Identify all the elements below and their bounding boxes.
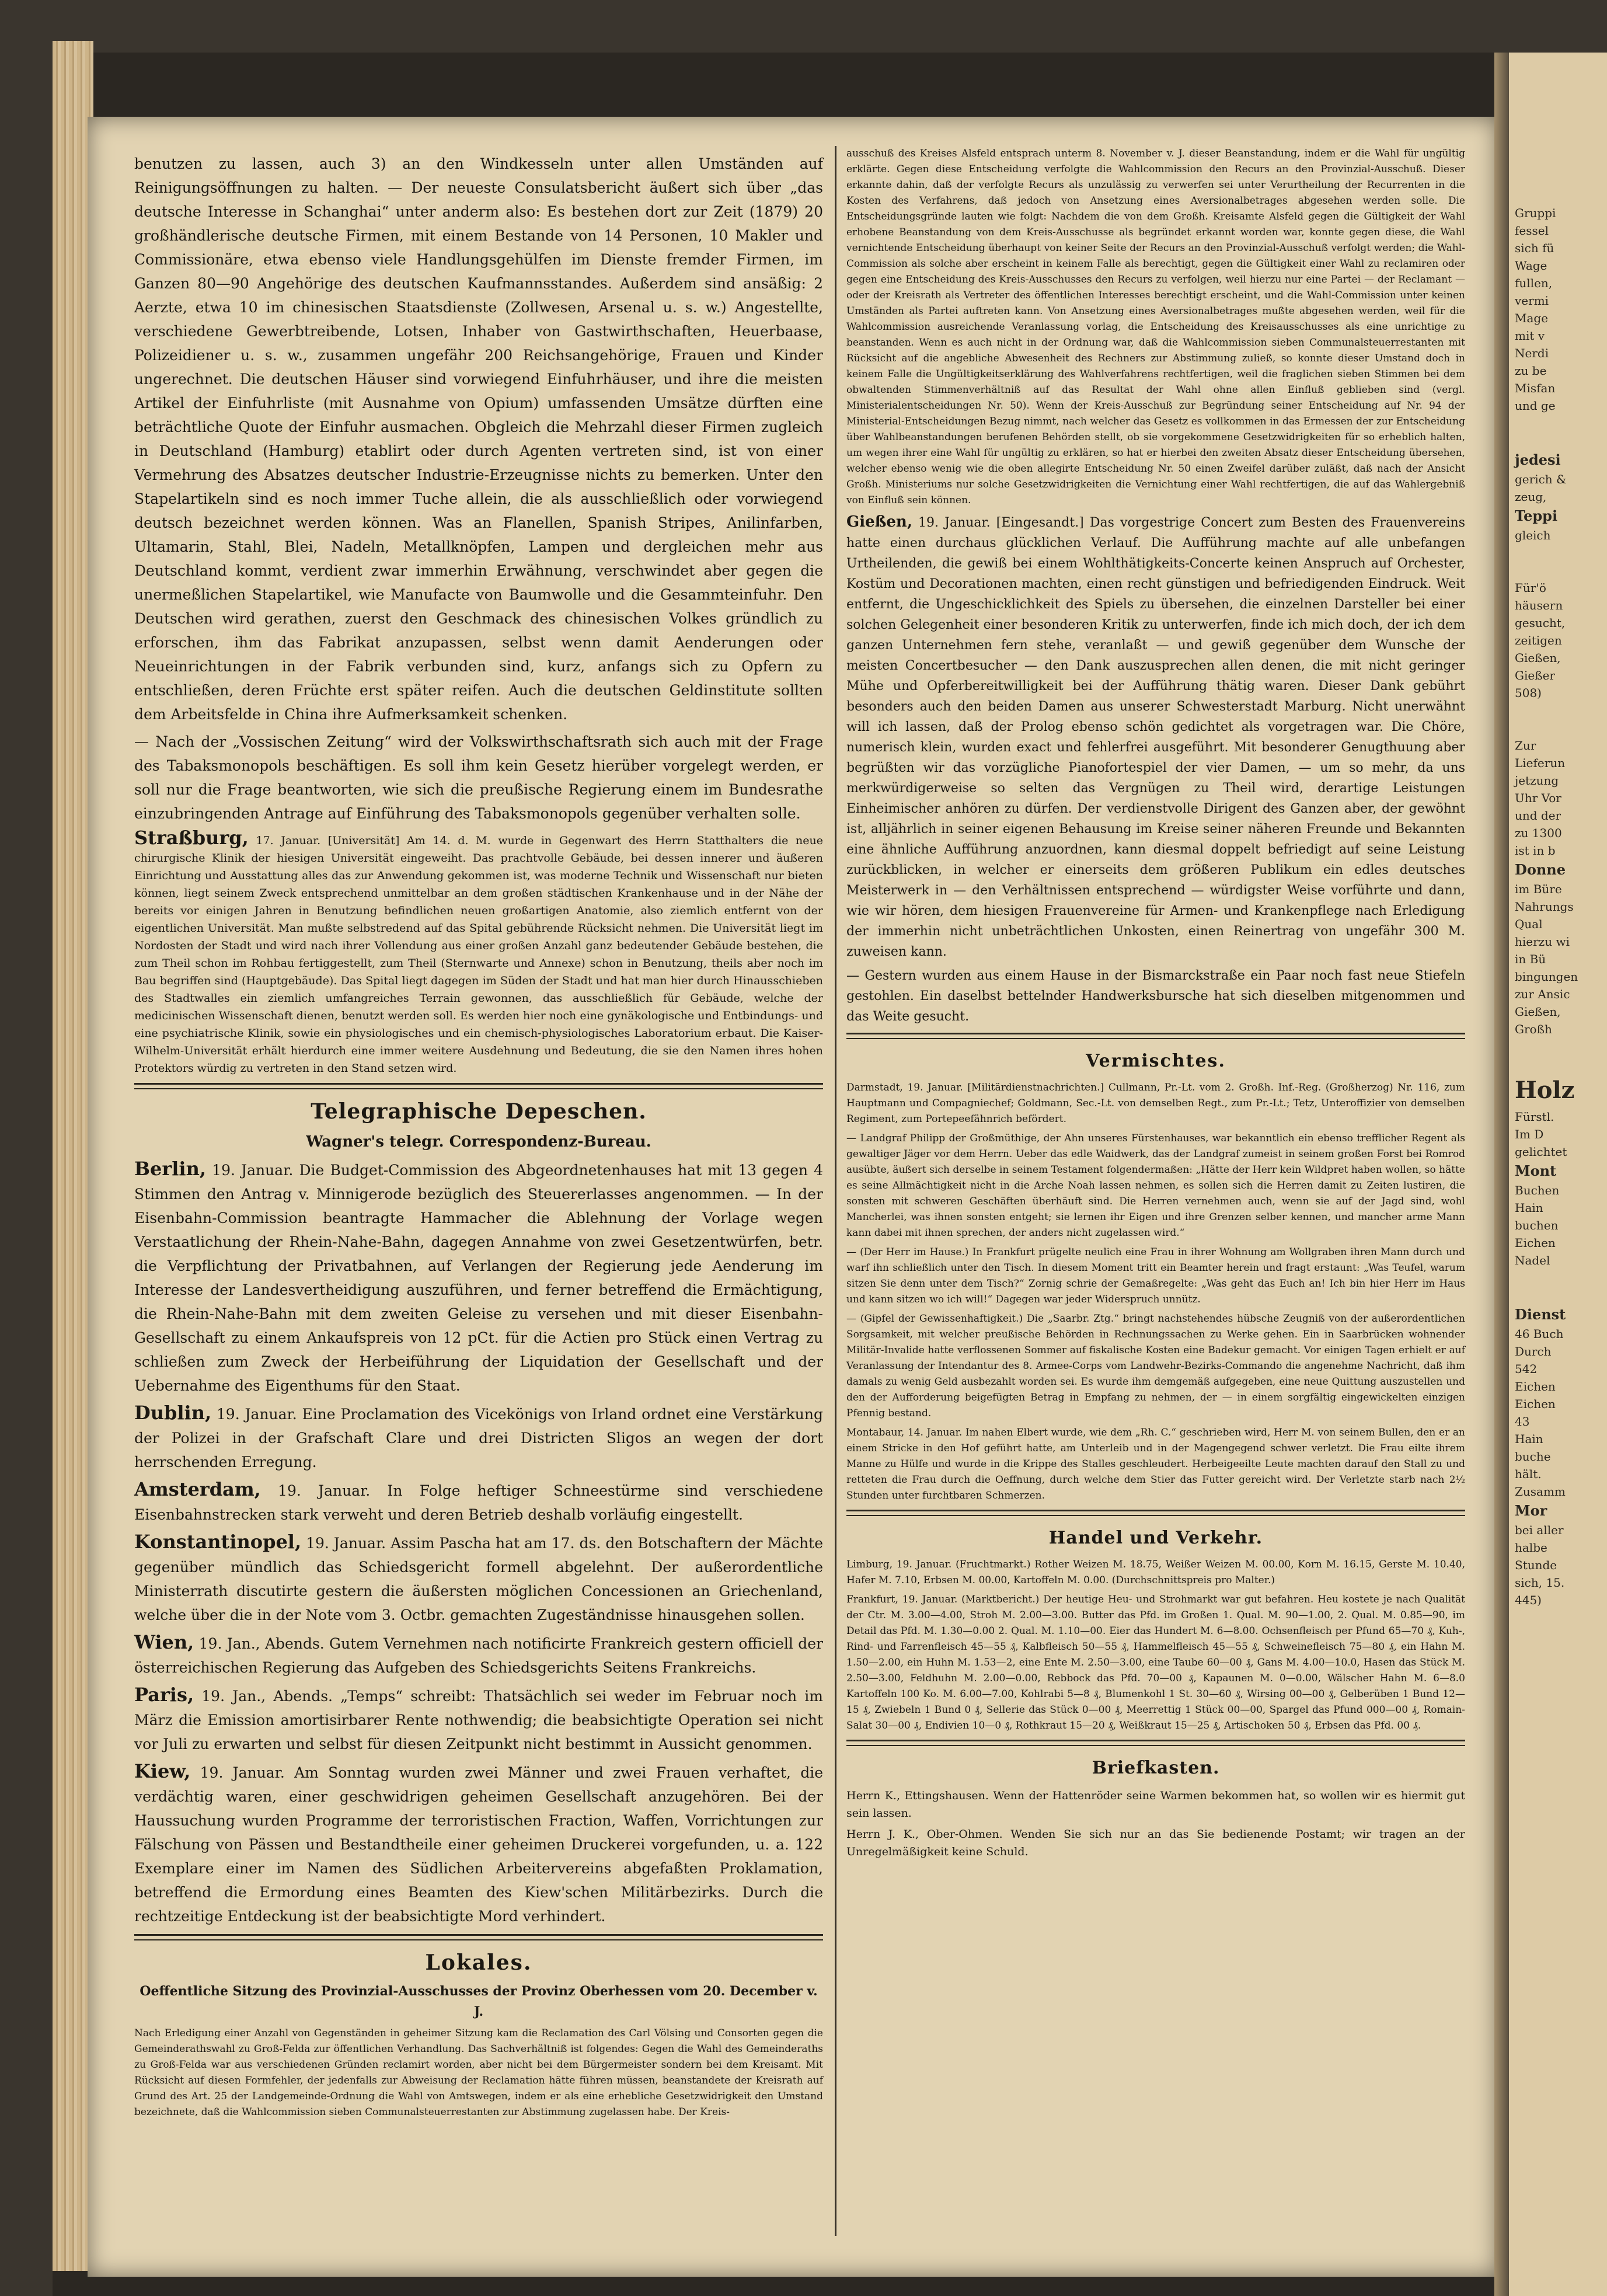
fragment-line: Stunde: [1515, 1558, 1557, 1572]
fragment-line: Eichen: [1515, 1236, 1556, 1250]
fragment-line: gleich: [1515, 528, 1551, 542]
fragment-line: häusern: [1515, 598, 1563, 612]
fragment-line: sich fü: [1515, 241, 1554, 255]
briefkasten-item: Herrn K., Ettingshausen. Wenn der Hattenröder seine Warmen bekommen hat, so wollen wir es hiermit gut sein lassen.: [846, 1789, 1465, 1820]
fragment-line: zeitigen: [1515, 633, 1562, 647]
dispatch-place: Berlin,: [134, 1158, 206, 1180]
shanghai-paragraph: benutzen zu lassen, auch 3) an den Windkesseln unter allen Umständen auf Reinigungsöffnungen zu halten. — Der neueste Consulatsbericht äußert sich über „das deutsche Interesse in Schanghai“ unter anderm also: Es bestehen dort zur Zeit (1879) 20 großhändlerische deutsche Firmen, mit einem Bestande von 14 Personen, 10 Makler und Commissionäre, etwa ebenso viele Handlungsgehülfen im Dienste fremder Firmen, im Ganzen 80—90 Angehörige des deutschen Kaufmannsstandes. Außerdem sind ansäßig: 2 Aerzte, etwa 10 im chinesischen Staatsdienste (Zollwesen, Arsenal u. s. w.) Angestellte, verschiedene Gewerbtreibende, Lotsen, Inhaber von Gastwirthschaften, Heuerbaase, Polizeidiener u. s. w., zusammen ungefähr 200 Reichsangehörige, Frauen und Kinder ungerechnet. Die deutschen Häuser sind vorwiegend Einfuhrhäuser, und ihre die meisten Artikel der Einfuhrliste (mit Ausnahme von Opium) umfassenden Umsätze dürften eine beträchtliche Quote der Einfuhr ausmachen. Obgleich die Mehrzahl dieser Firmen zugleich in Deutschland (Hamburg) etablirt oder durch Agenten vertreten sind, ist von einer Vermehrung des Absatzes deutscher Industrie-Erzeugnisse nichts zu bemerken. Unter den Stapelartikeln sind es noch immer Tuche allein, die als ausschließlich oder vorwiegend deutsch bezeichnet werden können. Was an Flanellen, Spanish Stripes, Anilinfarben, Ultamarin, Stahl, Blei, Nadeln, Metallknöpfen, Lampen und dergleichen mehr aus Deutschland kommt, verdient zwar immerhin Erwähnung, verschwindet aber gegen die unermeßlichen Stapelartikel, wie Manufacte von Baumwolle und die Gesammteinfuhr. Den Deutschen wird gerathen, zuerst den Geschmack des chinesischen Volkes gründlich zu erforschen, ihm das Fabrikat anzupassen, selbst wenn damit Aenderungen oder Neueinrichtungen in der Fabrik verbunden sind, kurz, anfangs sich zu Opfern zu entschließen, deren Früchte erst später reifen. Auch die deutschen Geldinstitute sollten dem Arbeitsfelde in China ihre Aufmerksamkeit schenken.: [134, 155, 823, 723]
dispatch-text: 19. Jan., Abends. „Temps“ schreibt: Thatsächlich sei weder im Februar noch im März die Emission amortisirbarer Rente nothwendig; die beabsichtigte Operation sei nicht vor Juli zu erwarten und selbst für diesen Zeitpunkt nicht bestimmt in Aussicht genommen.: [134, 1688, 823, 1753]
dispatch-text: 19. Januar. In Folge heftiger Schneestürme sind verschiedene Eisenbahnstrecken stark verweht und deren Betrieb deshalb vorläufig eingestellt.: [134, 1482, 823, 1523]
section-rule: [134, 1083, 823, 1089]
dispatch-text: 19. Januar. Eine Proclamation des Vicekönigs von Irland ordnet eine Verstärkung der Polizei in der Grafschaft Clare und drei Districten Sligos an wegen der dort herrschenden Erregung.: [134, 1406, 823, 1471]
fragment-line: Für'ö: [1515, 581, 1546, 595]
handel-item: Limburg, 19. Januar. (Fruchtmarkt.) Rother Weizen M. 18.75, Weißer Weizen M. 00.00, Korn M. 16.15, Gerste M. 10.40, Hafer M. 7.10, Erbsen M. 00.00, Kartoffeln M. 0.00. (Durchschnittspreis pro Malter.): [846, 1559, 1465, 1586]
fragment-line: Mor: [1515, 1502, 1547, 1519]
fragment-line: buchen: [1515, 1218, 1559, 1232]
handel-item: Frankfurt, 19. Januar. (Marktbericht.) Der heutige Heu- und Strohmarkt war gut befahren. Heu kostete je nach Qualität der Ctr. M. 3.00—4.00, Stroh M. 2.00—3.00. Butter das Pfd. im Großen 1. Qual. M. 90—1.00, 2. Qual. M. 0.85—90, im Detail das Pfd. M. 1.30—0.00 2. Qual. M. 1.10—00. Eier das Hundert M. 6—8.00. Ochsenfleisch per Pfund 65—70 ₰, Kuh-, Rind- und Farrenfleisch 45—55 ₰, Kalbfleisch 50—55 ₰, Hammelfleisch 45—55 ₰, Schweinefleisch 75—80 ₰, ein Hahn M. 1.50—2.00, ein Huhn M. 1.53—2, eine Ente M. 2.50—3.00, eine Taube 60—00 ₰, Gans M. 4.00—10.0, Hasen das Stück M. 2.50—3.00, Feldhuhn M. 2.00—0.00, Rebbock das Pfd. 70—00 ₰, Kapaunen M. 0—0.00, Wälscher Hahn M. 6—8.0 Kartoffeln 100 Ko. M. 6.00—7.00, Kohlrabi 5—8 ₰, Blumenkohl 1 St. 30—60 ₰, Wirsing 00—00 ₰, Gelberüben 1 Bund 12—15 ₰, Zwiebeln 1 Bund 0 ₰, Sellerie das Stück 0—00 ₰, Meerrettig 1 Stück 00—00, Spargel das Pfund 000—00 ₰, Romain-Salat 30—00 ₰, Endivien 10—0 ₰, Rothkraut 15—20 ₰, Weißkraut 15—25 ₰, Artischoken 50 ₰, Erbsen das Pfd. 00 ₰.: [846, 1594, 1465, 1731]
fragment-line: jetzung: [1515, 774, 1559, 788]
fragment-line: Holz: [1515, 1076, 1575, 1104]
fragment-line: 43: [1515, 1414, 1530, 1429]
section-rule: [846, 1510, 1465, 1516]
fragment-line: Eichen: [1515, 1379, 1556, 1393]
lokales-heading: Lokales.: [425, 1950, 532, 1975]
fragment-line: 46 Buch: [1515, 1327, 1564, 1341]
fragment-line: Großh: [1515, 1022, 1552, 1036]
fragment-line: Lieferun: [1515, 756, 1566, 770]
fragment-line: zeug,: [1515, 490, 1547, 504]
dispatch-place: Paris,: [134, 1684, 194, 1706]
fragment-line: Nadel: [1515, 1253, 1550, 1267]
fragment-line: Misfan: [1515, 381, 1556, 395]
fragment-line: Mage: [1515, 311, 1549, 325]
fragment-line: jedesi: [1515, 451, 1561, 468]
fragment-line: Nahrungs: [1515, 900, 1574, 914]
fragment-line: gesucht,: [1515, 616, 1566, 630]
briefkasten-item: Herrn J. K., Ober-Ohmen. Wenden Sie sich nur an das Sie bedienende Postamt; wir tragen an der Unregelmäßigkeit keine Schuld.: [846, 1828, 1465, 1858]
dispatch-wien: [134, 1630, 823, 1680]
fragment-line: und ge: [1515, 399, 1556, 413]
fragment-line: ist in b: [1515, 844, 1556, 858]
fragment-line: Teppi: [1515, 507, 1558, 524]
section-rule: [846, 1740, 1465, 1746]
fragment-line: Zur: [1515, 738, 1536, 752]
lokales-text: Nach Erledigung einer Anzahl von Gegenständen in geheimer Sitzung kam die Reclamation des Carl Völsing und Consorten gegen die Gemeinderathswahl zu Groß-Felda zur öffentlichen Verhandlung. Das Sachverhältniß ist folgendes: Gegen die Wahl des Gemeinderaths zu Groß-Felda war aus verschiedenen Gründen reclamirt worden, aber nicht bei dem Bürgermeister sondern bei dem Kreisamt. Mit Rücksicht auf diesen Formfehler, der jedenfalls zur Abweisung der Reclamation hätte führen müssen, beanstandete der Kreisrath auf Grund des Art. 25 der Landgemeinde-Ordnung die Wahl von Amtswegen, indem er als eine erhebliche Gesetzwidrigkeit den Umstand bezeichnete, daß die Wahlcommission sieben Communalsteuerrestanten zur Abstimmung zugelassen habe. Der Kreis-: [134, 2027, 823, 2118]
dispatch-place: Kiew,: [134, 1760, 191, 1782]
telegraph-subheading: Wagner's telegr. Correspondenz-Bureau.: [306, 1133, 651, 1151]
vermischtes-heading: Vermischtes.: [1086, 1051, 1226, 1071]
right-column: [846, 146, 1465, 1864]
newspaper-page: [88, 117, 1497, 2277]
fragment-line: sich, 15.: [1515, 1576, 1565, 1590]
vermischtes-item: Montabaur, 14. Januar. Im nahen Elbert wurde, wie dem „Rh. C.“ geschrieben wird, Herr M. von seinem Bullen, den er an einem Stricke in den Hof geführt hatte, am Unterleib und in der Magengegend schwer verletzt. Die Frau eilte ihrem Manne zu Hülfe und wurde in die Krippe des Stalles geschleudert. Herbeigeeilte Leute machten darauf den Stall zu und retteten die Frau durch die Oeffnung, durch welche dem Stier das Futter gereicht wird. Der Verletzte starb nach 2½ Stunden unter furchtbaren Schmerzen.: [846, 1427, 1465, 1501]
fragment-line: in Bü: [1515, 952, 1546, 966]
fragment-line: Qual: [1515, 917, 1543, 931]
fragment-line: gelichtet: [1515, 1145, 1567, 1159]
adjacent-page-text: [1509, 53, 1607, 1609]
fragment-line: Nerdi: [1515, 346, 1549, 360]
fragment-line: Gießen,: [1515, 1005, 1561, 1019]
vermischtes-item: — (Gipfel der Gewissenhaftigkeit.) Die „Saarbr. Ztg.“ bringt nachstehendes hübsche Zeugniß von der außerordentlichen Sorgsamkeit, mit welcher preußische Behörden in Rechnungssachen zu Werke gehen. Ein in Saarbrücken wohnender Militär-Invalide hatte verflossenen Sommer auf fiskalische Kosten eine Badekur gemacht. Vor einigen Tagen erhielt er auf Veranlassung der Intendantur des 8. Armee-Corps vom Landwehr-Bezirks-Commando die angenehme Nachricht, daß ihm damals zu wenig Geld ausbezahlt worden sei. Es wurde ihm demgemäß aufgegeben, eine neue Quittung auszustellen und den der Aufforderung beigefügten Betrag in Empfang zu nehmen, der — in einem sorgfältig eingewickelten einzigen Pfennig bestand.: [846, 1313, 1465, 1419]
fragment-line: Mont: [1515, 1162, 1557, 1179]
fragment-line: gerich &: [1515, 472, 1567, 486]
scan-frame-top: [0, 0, 1607, 53]
section-rule: [846, 1033, 1465, 1039]
fragment-line: Wage: [1515, 259, 1547, 273]
fragment-line: und der: [1515, 809, 1561, 823]
fragment-line: Eichen: [1515, 1397, 1556, 1411]
fragment-line: Hain: [1515, 1201, 1543, 1215]
section-rule: [134, 1934, 823, 1940]
dispatch-kiew: [134, 1760, 823, 1928]
strassburg-text: 17. Januar. [Universität] Am 14. d. M. wurde in Gegenwart des Herrn Statthalters die neue chirurgische Klinik der hiesigen Universität eingeweiht. Das prachtvolle Gebäude, bei dessen innerer und äußeren Einrichtung und Ausstattung alles das zur Anwendung gekommen ist, was moderne Technik und Wissenschaft nur bieten können, liegt seinem Zweck entsprechend unmittelbar an dem großen städtischen Krankenhause und in der Nähe der bereits vor einigen Jahren in Benutzung befindlichen neuen großartigen Anatomie, also ziemlich entfernt von der eigentlichen Universität. Man mußte selbstredend auf das Spital gebührende Rücksicht nehmen. Die Universität liegt im Nordosten der Stadt und wird nach ihrer Vollendung aus einer großen Anzahl ganz bedeutender Gebäude bestehen, die zum Theil schon im Rohbau fertiggestellt, zum Theil (Sternwarte und Annexe) schon in Benutzung, theils aber noch im Bau begriffen sind (Hauptgebäude). Das Spital liegt dagegen im Süden der Stadt und hat man hier durch Hinausschieben des Stadtwalles ein ziemlich umfangreiches Terrain gewonnen, das ausschließlich für Gebäude, welche der medicinischen Wissenschaft dienen, benutzt werden soll. Es werden hier noch eine gynäkologische und Entbindungs- und eine psychiatrische Klinik, sowie ein physiologisches und ein chemisch-physiologisches Laboratorium erbaut. Die Kaiser-Wilhelm-Universität erhält hierdurch eine immer weitere Ausdehnung und Bedeutung, die sie den Namen ihres hohen Protektors würdig zu vertreten in den Stand setzen wird.: [134, 834, 823, 1075]
dispatch-place: Wien,: [134, 1631, 194, 1653]
fragment-line: Dienst: [1515, 1306, 1566, 1323]
dispatch-text: 19. Januar. Die Budget-Commission des Abgeordnetenhauses hat mit 13 gegen 4 Stimmen den Antrag v. Minnigerode bezüglich des Steuererlasses angenommen. — In der Eisenbahn-Commission beantragte Hammacher die Ablehnung der Vorlage wegen Verstaatlichung der Rhein-Nahe-Bahn, dagegen Annahme von zwei Gesetzentwürfen, betr. die Verpflichtung der Privatbahnen, auf Verlangen der Regierung jede Aenderung im Interesse der Landesvertheidigung auszuführen, und ferner betreffend die Ermächtigung, die Rhein-Nahe-Bahn mit dem zweiten Geleise zu versehen und mit dieser Eisenbahn-Gesellschaft zu einem Ankaufspreis von 12 pCt. für die Actien pro Stück einen Vertrag zu schließen zum Zweck der Herbeiführung der Liquidation der Gesellschaft und der Uebernahme des Eigenthums für den Staat.: [134, 1162, 823, 1394]
fragment-line: Gruppi: [1515, 206, 1556, 220]
fragment-line: Fürstl.: [1515, 1110, 1554, 1124]
dispatch-dublin: [134, 1401, 823, 1474]
dispatch-place: Amsterdam,: [134, 1478, 261, 1500]
strassburg-paragraph: [134, 829, 823, 1077]
giessen-theft-paragraph: — Gestern wurden aus einem Hause in der Bismarckstraße ein Paar noch fast neue Stiefeln gestohlen. Ein daselbst bettelnder Handwerksbursche hat sich dieselben mitgenommen und das Weite gesucht.: [846, 968, 1465, 1024]
fragment-line: bei aller: [1515, 1523, 1564, 1537]
dispatch-paris: [134, 1683, 823, 1756]
giessen-paragraph: [846, 512, 1465, 962]
fragment-line: Zusamm: [1515, 1485, 1566, 1499]
strassburg-dateline: Straßburg,: [134, 827, 249, 849]
dispatch-place: Dublin,: [134, 1402, 212, 1424]
fragment-line: zu be: [1515, 364, 1547, 378]
fragment-line: Im D: [1515, 1127, 1544, 1141]
fragment-line: Uhr Vor: [1515, 791, 1561, 805]
handel-heading: Handel und Verkehr.: [1048, 1528, 1263, 1548]
fragment-line: buche: [1515, 1450, 1551, 1464]
fragment-line: hält.: [1515, 1467, 1542, 1481]
fragment-line: im Büre: [1515, 882, 1562, 896]
fragment-line: bingungen: [1515, 970, 1578, 984]
column-divider: [835, 146, 836, 2236]
fragment-line: Donne: [1515, 861, 1566, 878]
dispatch-amsterdam: [134, 1478, 823, 1527]
fragment-line: vermi: [1515, 294, 1549, 308]
scan-frame-left: [0, 0, 53, 2296]
dispatch-place: Konstantinopel,: [134, 1531, 302, 1553]
vermischtes-item: — Landgraf Philipp der Großmüthige, der Ahn unseres Fürstenhauses, war bekanntlich ein ebenso trefflicher Regent als gewaltiger Jäger vor dem Herrn. Ueber das edle Waidwerk, das der Landgraf zumeist in seinem großen Forst bei Romrod ausübte, äußert sich derselbe in seinem Testament folgendermaßen: „Hätte der Herr kein Wildpret haben wollen, so hätte es seine Allmächtigkeit nicht in die Arche Noah lassen nehmen, es sollen sich die Herren damit zu Zeiten lustiren, die sonsten mit schweren Geschäften überhäuft sind. Die Herren vernehmen auch, wenn sie auf der Jagd sind, wohl Mancherlei, was ihnen sonsten entgeht; sie lernen ihr Eigen und ihre Grenzen selber kennen, und mancher arme Mann kann dabei mit ihnen sprechen, der anders nicht zugelassen wird.“: [846, 1133, 1465, 1239]
giessen-dateline: Gießen,: [846, 513, 912, 531]
fragment-line: hierzu wi: [1515, 935, 1570, 949]
dispatch-text: 19. Januar. Am Sonntag wurden zwei Männer und zwei Frauen verhaftet, die verdächtig waren, einer geschwidrigen geheimen Gesellschaft anzugehören. Bei der Haussuchung wurden Programme der terroristischen Fraction, Waffen, Vorrichtungen zur Fälschung von Pässen und Bestandtheile einer geheimen Druckerei vorgefunden, u. a. 122 Exemplare einer im Namen des Südlichen Arbeitervereins abgefaßten Proklamation, betreffend die Ermordung eines Beamten des Kiew'schen Militärbezirks. Durch die rechtzeitige Entdeckung ist der beabsichtigte Mord verhindert.: [134, 1764, 823, 1925]
tabak-paragraph: — Nach der „Vossischen Zeitung“ wird der Volkswirthschaftsrath sich auch mit der Frage des Tabaksmonopols beschäftigen. Es soll ihm kein Gesetz hierüber vorgelegt werden, er soll nur die Frage beantworten, wie sich die preußische Regierung einem im Bundesrathe einzubringenden Antrage auf Einführung des Tabaksmonopols gegenüber verhalten solle.: [134, 733, 823, 822]
dispatch-text: 19. Jan., Abends. Gutem Vernehmen nach notificirte Frankreich gestern officiell der österreichischen Regierung das Aufgeben des Schiedsgerichts Seitens Frankreichs.: [134, 1635, 824, 1676]
fragment-line: fessel: [1515, 224, 1549, 238]
fragment-line: zu 1300: [1515, 826, 1562, 840]
fragment-line: mit v: [1515, 329, 1545, 343]
adjacent-page-fragment: [1509, 53, 1607, 2296]
fragment-line: Durch: [1515, 1344, 1552, 1358]
fragment-line: Buchen: [1515, 1183, 1560, 1197]
dispatch-konstantinopel: [134, 1530, 823, 1627]
giessen-text: 19. Januar. [Eingesandt.] Das vorgestrige Concert zum Besten des Frauenvereins hatte einen durchaus glücklichen Verlauf. Die Aufführung machte auf alle unbefangen Urtheilenden, die gewiß bei einem Wohlthätigkeits-Concerte keinen Anspruch auf Orchester, Kostüm und Decorationen machten, einen recht günstigen und befriedigenden Eindruck. Weit entfernt, die Ungeschicklichkeit des Spiels zu übersehen, die einzelnen Darsteller bei einer solchen Gelegenheit einer besonderen Kritik zu unterwerfen, finde ich mich doch, der ich dem ganzen Unternehmen fern stehe, veranlaßt — und gewiß gegenüber dem Wunsche der meisten Concertbesucher — den Dank auszusprechen allen denen, die mit nicht geringer Mühe und Opferbereitwilligkeit bei der Aufführung thätig waren. Dieser Dank gebührt besonders auch den beiden Damen aus unserer Schwesterstadt Marburg. Nicht unerwähnt will ich lassen, daß der Prolog ebenso schön gedichtet als vorgetragen war. Die Chöre, numerisch klein, wurden exact und fehlerfrei ausgeführt. Mit besonderer Genugthuung aber begrüßten wir das vorzügliche Pianofortespiel der vier Damen, — um so mehr, da uns merkwürdigerweise so selten das Vergnügen zu Theil wird, derartige Leistungen Einheimischer anhören zu dürfen. Der verdienstvolle Dirigent des Ganzen aber, der gewöhnt ist, alljährlich in seiner eigenen Behausung im Kreise seiner näheren Freunde und Bekannten eine ähnliche Aufführung anzuordnen, kann diesmal doppelt befriedigt auf seine Leistung zurückblicken, in welcher er einerseits dem größeren Publikum ein edles deutsches Meisterwerk in — den Verhältnissen entsprechend — würdigster Weise vorführte und dann, wie wir hören, dem hiesigen Frauenvereine für Armen- und Krankenpflege nach Erledigung der immerhin nicht unbeträchtlichen Unkosten, einen Reinertrag von ungefähr 300 M. zuweisen kann.: [846, 515, 1465, 959]
briefkasten-heading: Briefkasten.: [1092, 1758, 1220, 1778]
left-column: [134, 152, 823, 2124]
fragment-line: 508): [1515, 686, 1542, 700]
vermischtes-item: — (Der Herr im Hause.) In Frankfurt prügelte neulich eine Frau in ihrer Wohnung am Wollgraben ihren Mann durch und warf ihn schließlich unter den Tisch. In diesem Moment tritt ein Beamter herein und fragt erstaunt: „Was Teufel, warum sitzen Sie denn unter dem Tisch?“ Zornig schrie der Gemaßregelte: „Was geht das Euch an! Ich bin hier Herr im Haus und kann sitzen wo ich will!“ Dagegen war jeder Widerspruch unnütz.: [846, 1246, 1465, 1305]
fragment-line: 542: [1515, 1362, 1538, 1376]
dispatch-berlin: [134, 1157, 823, 1398]
lokales-title: Oeffentliche Sitzung des Provinzial-Ausschusses der Provinz Oberhessen vom 20. December v. J.: [140, 1984, 818, 2019]
lokales-continuation: ausschuß des Kreises Alsfeld entsprach unterm 8. November v. J. dieser Beanstandung, indem er die Wahl für ungültig erklärte. Gegen diese Entscheidung verfolgte die Wahlcommission den Recurs an den Provinzial-Ausschuß. Dieser erkannte dahin, daß der verfolgte Recurs als unzulässig zu verwerfen sei unter Verurtheilung der Recurrenten in die Kosten des Verfahrens, daß jedoch von Ansetzung eines Aversionalbetrages abgesehen werden solle. Die Entscheidungsgründe lauten wie folgt: Nachdem die von dem Großh. Kreisamte Alsfeld gegen die Gültigkeit der Wahl erhobene Beanstandung von dem Kreis-Ausschusse als begründet erkannt worden war, konnte gegen diese, die Wahl vernichtende Entscheidung überhaupt von keiner Seite der Recurs an den Provinzial-Ausschuß verfolgt werden; die Wahl-Commission als solche aber erscheint in keinem Falle als berechtigt, gegen die Gültigkeit einer Wahl zu reclamiren oder gegen eine Entscheidung des Kreis-Ausschusses den Recurs zu verfolgen, weil hierzu nur eine Partei — der Reclamant — oder der Kreisrath als Vertreter des öffentlichen Interesses berechtigt erscheint, und die Wahl-Commission unter keinen Umständen als Partei auftreten kann. Von Ansetzung eines Aversionalbetrages mußte abgesehen werden, weil für die Wahlcommission ausreichende Veranlassung vorlag, die Entscheidung des Kreisausschusses als eine unrichtige zu beanstanden. Wenn es auch nicht in der Ordnung war, daß die Wahlcommission sieben Communalsteuerrestanten mit Rücksicht auf die angebliche Abwesenheit des Rechners zur Abstimmung zuließ, so konnte dieser Umstand doch in keinem Falle die Ungültigkeitserklärung des Wahlverfahrens rechtfertigen, weil die fraglichen sieben Stimmen bei dem obwaltenden Stimmenverhältniß auf das Resultat der Wahl ohne allen Einfluß geblieben sind (vergl. Ministerialentscheidungen Nr. 50). Wenn der Kreis-Ausschuß zur Begründung seiner Entscheidung auf Nr. 94 der Ministerial-Entscheidungen Bezug nimmt, nach welcher das Gesetz es vollkommen in das Ermessen der zur Entscheidung über Wahlbeanstandungen berufenen Behörden stellt, ob sie vorgekommene Gesetzwidrigkeiten für so erheblich halten, um wegen ihrer eine Wahl für ungültig zu erklären, so hat er hierbei den zweiten Absatz dieser Entscheidung übersehen, welcher ebenso wenig wie die oben allegirte Entscheidung Nr. 50 einen Zweifel darüber zuläßt, daß nach der Ansicht Großh. Ministeriums nur solche Gesetzwidrigkeiten die Vernichtung einer Wahl rechtfertigen, die auf das Wahlergebniß von Einfluß sein können.: [846, 148, 1465, 506]
fragment-line: fullen,: [1515, 276, 1553, 290]
fragment-line: zur Ansic: [1515, 987, 1570, 1001]
fragment-line: 445): [1515, 1593, 1542, 1607]
fragment-line: Gießer: [1515, 668, 1555, 682]
telegraph-heading: Telegraphische Depeschen.: [311, 1099, 647, 1124]
vermischtes-item: Darmstadt, 19. Januar. [Militärdienstnachrichten.] Cullmann, Pr.-Lt. vom 2. Großh. Inf.-Reg. (Großherzog) Nr. 116, zum Hauptmann und Compagniechef; Goldmann, Sec.-Lt. von demselben Regt., zum Pr.-Lt.; Tetz, Unteroffizier von demselben Regiment, zum Portepeefähnrich befördert.: [846, 1082, 1465, 1125]
fragment-line: halbe: [1515, 1541, 1547, 1555]
dispatch-text: 19. Januar. Assim Pascha hat am 17. ds. den Botschaftern der Mächte gegenüber mündlich das Schiedsgericht formell abgelehnt. Der außerordentliche Ministerrath discutirte gestern die äußersten möglichen Concessionen an Griechenland, welche über die in der Note vom 3. Octbr. gemachten Zugeständnisse hinausgehen sollen.: [134, 1535, 823, 1623]
fragment-line: Hain: [1515, 1432, 1543, 1446]
fragment-line: Gießen,: [1515, 651, 1561, 665]
